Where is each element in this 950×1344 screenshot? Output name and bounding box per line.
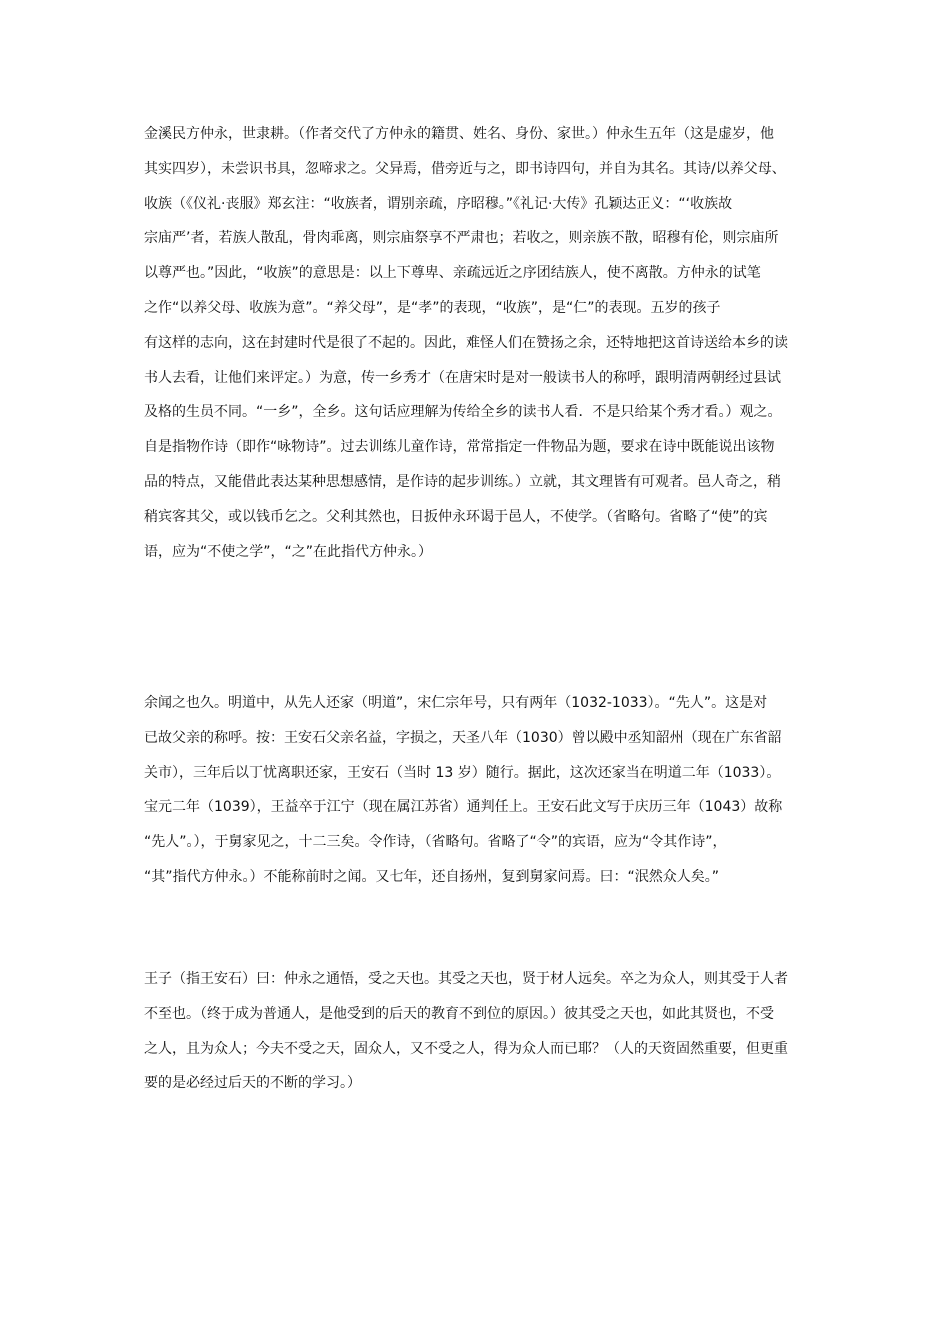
text-line: “先人”。），于舅家见之，十二三矣。令作诗，（省略句。省略了“令”的宾语，应为“令其作诗”， — [144, 834, 727, 851]
text-line: 书人去看，让他们来评定。）为意，传一乡秀才（在唐宋时是对一般读书人的称呼，跟明清两朝经过县试 — [144, 369, 781, 386]
text-line: 已故父亲的称呼。按：王安石父亲名益，字损之，天圣八年（1030）曾以殿中丞知韶州（现在广东省韶 — [144, 729, 782, 746]
text-line: 有这样的志向，这在封建时代是很了不起的。因此，难怪人们在赞扬之余，还特地把这首诗送给本乡的读 — [144, 334, 788, 351]
text-line: 自是指物作诗（即作“咏物诗”。过去训练儿童作诗，常常指定一件物品为题，要求在诗中既能说出该物 — [144, 439, 775, 456]
text-line: 其实四岁），未尝识书具，忽啼求之。父异焉，借旁近与之，即书诗四句，并自为其名。其诗/以养父母、 — [144, 160, 786, 177]
text-line: 要的是必经过后天的不断的学习。） — [144, 1075, 361, 1092]
text-line: 收族（《仪礼·丧服》郑玄注：“收族者，谓别亲疏，序昭穆。”《礼记·大传》孔颖达正义：“‘收族故 — [144, 195, 733, 212]
text-line: 品的特点，又能借此表达某种思想感情，是作诗的起步训练。）立就，其文理皆有可观者。邑人奇之，稍 — [144, 473, 781, 490]
text-line: 王子（指王安石）曰：仲永之通悟，受之天也。其受之天也，贤于材人远矣。卒之为众人，则其受于人者 — [144, 971, 788, 987]
text-line: 以尊严也。”因此，“收族”的意思是：以上下尊卑、亲疏远近之序团结族人，使不离散。方仲永的试笔 — [144, 265, 761, 282]
text-line: 金溪民方仲永，世隶耕。（作者交代了方仲永的籍贯、姓名、身份、家世。）仲永生五年（这是虚岁，他 — [144, 126, 774, 142]
text-line: 语，应为“不使之学”，“之”在此指代方仲永。） — [144, 543, 433, 560]
text-line: “其”指代方仲永。）不能称前时之闻。又七年，还自扬州，复到舅家问焉。曰：“泯然众人矣。” — [144, 868, 720, 885]
text-line: 之人，且为众人；今夫不受之天，固众人，又不受之人，得为众人而已耶？（人的天资固然重要，但更重 — [144, 1040, 788, 1057]
text-line: 不至也。（终于成为普通人，是他受到的后天的教育不到位的原因。）彼其受之天也，如此其贤也，不受 — [144, 1005, 774, 1022]
paragraph-1 — [144, 117, 844, 569]
paragraph-3 — [144, 962, 844, 1101]
text-line: 宝元二年（1039），王益卒于江宁（现在属江苏省）通判任上。王安石此文写于庆历三年（1043）故称 — [144, 799, 783, 816]
text-line: 余闻之也久。明道中，从先人还家（明道”，宋仁宗年号，只有两年（1032-1033）。“先人”。这是对 — [144, 695, 768, 711]
paragraph-2 — [144, 686, 844, 895]
text-line: 宗庙严’者，若族人散乱，骨肉乖离，则宗庙祭享不严肃也；若收之，则亲族不散，昭穆有伦，则宗庙所 — [144, 230, 779, 247]
text-line: 稍宾客其父，或以钱币乞之。父利其然也，日扳仲永环谒于邑人，不使学。（省略句。省略了“使”的宾 — [144, 508, 768, 525]
text-line: 关市），三年后以丁忧离职还家，王安石（当时 13 岁）随行。据此，这次还家当在明道二年（1033）。 — [144, 764, 781, 781]
text-line: 之作“以养父母、收族为意”。“养父母”，是“孝”的表现，“收族”，是“仁”的表现。五岁的孩子 — [144, 299, 721, 316]
text-line: 及格的生员不同。“一乡”，全乡。这句话应理解为传给全乡的读书人看．不是只给某个秀才看。）观之。 — [144, 404, 782, 421]
